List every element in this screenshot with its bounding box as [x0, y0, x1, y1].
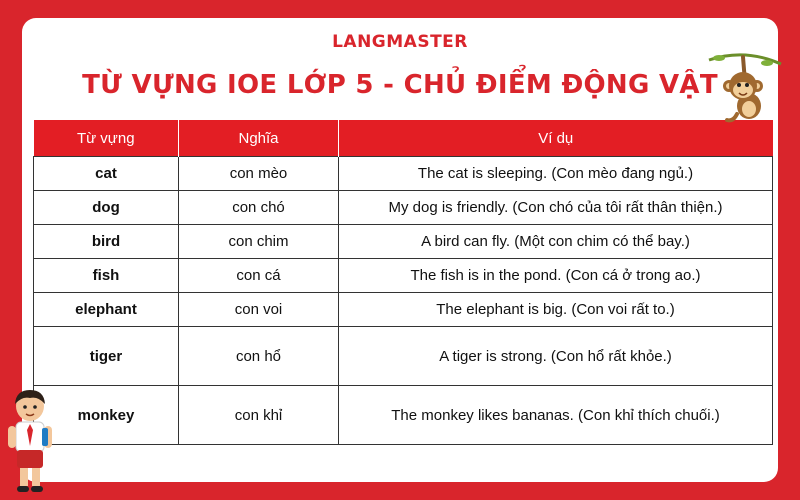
table-header-row [34, 120, 773, 157]
cell-word: tiger [34, 327, 179, 386]
cell-example: The elephant is big. (Con voi rất to.) [339, 293, 773, 327]
header-meaning: Nghĩa [179, 120, 339, 157]
cell-example: A tiger is strong. (Con hổ rất khỏe.) [339, 327, 773, 386]
cell-word: cat [34, 157, 179, 191]
header-word: Từ vựng [34, 120, 179, 157]
brand-logo: LANGMASTER [332, 32, 468, 52]
table-row [34, 259, 773, 293]
monkey-illustration-icon [705, 52, 783, 124]
table-row [34, 191, 773, 225]
student-boy-illustration-icon [2, 386, 58, 498]
table-row [34, 327, 773, 386]
cell-word: dog [34, 191, 179, 225]
cell-example: The monkey likes bananas. (Con khỉ thích chuối.) [339, 386, 773, 445]
cell-example: My dog is friendly. (Con chó của tôi rất thân thiện.) [339, 191, 773, 225]
cell-meaning: con chim [179, 225, 339, 259]
table-row [34, 293, 773, 327]
cell-word: bird [34, 225, 179, 259]
cell-meaning: con hổ [179, 327, 339, 386]
vocabulary-table [33, 120, 773, 445]
cell-example: The cat is sleeping. (Con mèo đang ngủ.) [339, 157, 773, 191]
table-row [34, 225, 773, 259]
cell-word: elephant [34, 293, 179, 327]
table-row [34, 157, 773, 191]
table-row [34, 386, 773, 445]
cell-word: fish [34, 259, 179, 293]
page-title: TỪ VỰNG IOE LỚP 5 - CHỦ ĐIỂM ĐỘNG VẬT [82, 70, 718, 100]
cell-meaning: con cá [179, 259, 339, 293]
cell-meaning: con khỉ [179, 386, 339, 445]
cell-meaning: con mèo [179, 157, 339, 191]
cell-meaning: con voi [179, 293, 339, 327]
cell-example: The fish is in the pond. (Con cá ở trong ao.) [339, 259, 773, 293]
cell-example: A bird can fly. (Một con chim có thể bay.) [339, 225, 773, 259]
header-example: Ví dụ [339, 120, 773, 157]
cell-word: monkey [34, 386, 179, 445]
cell-meaning: con chó [179, 191, 339, 225]
